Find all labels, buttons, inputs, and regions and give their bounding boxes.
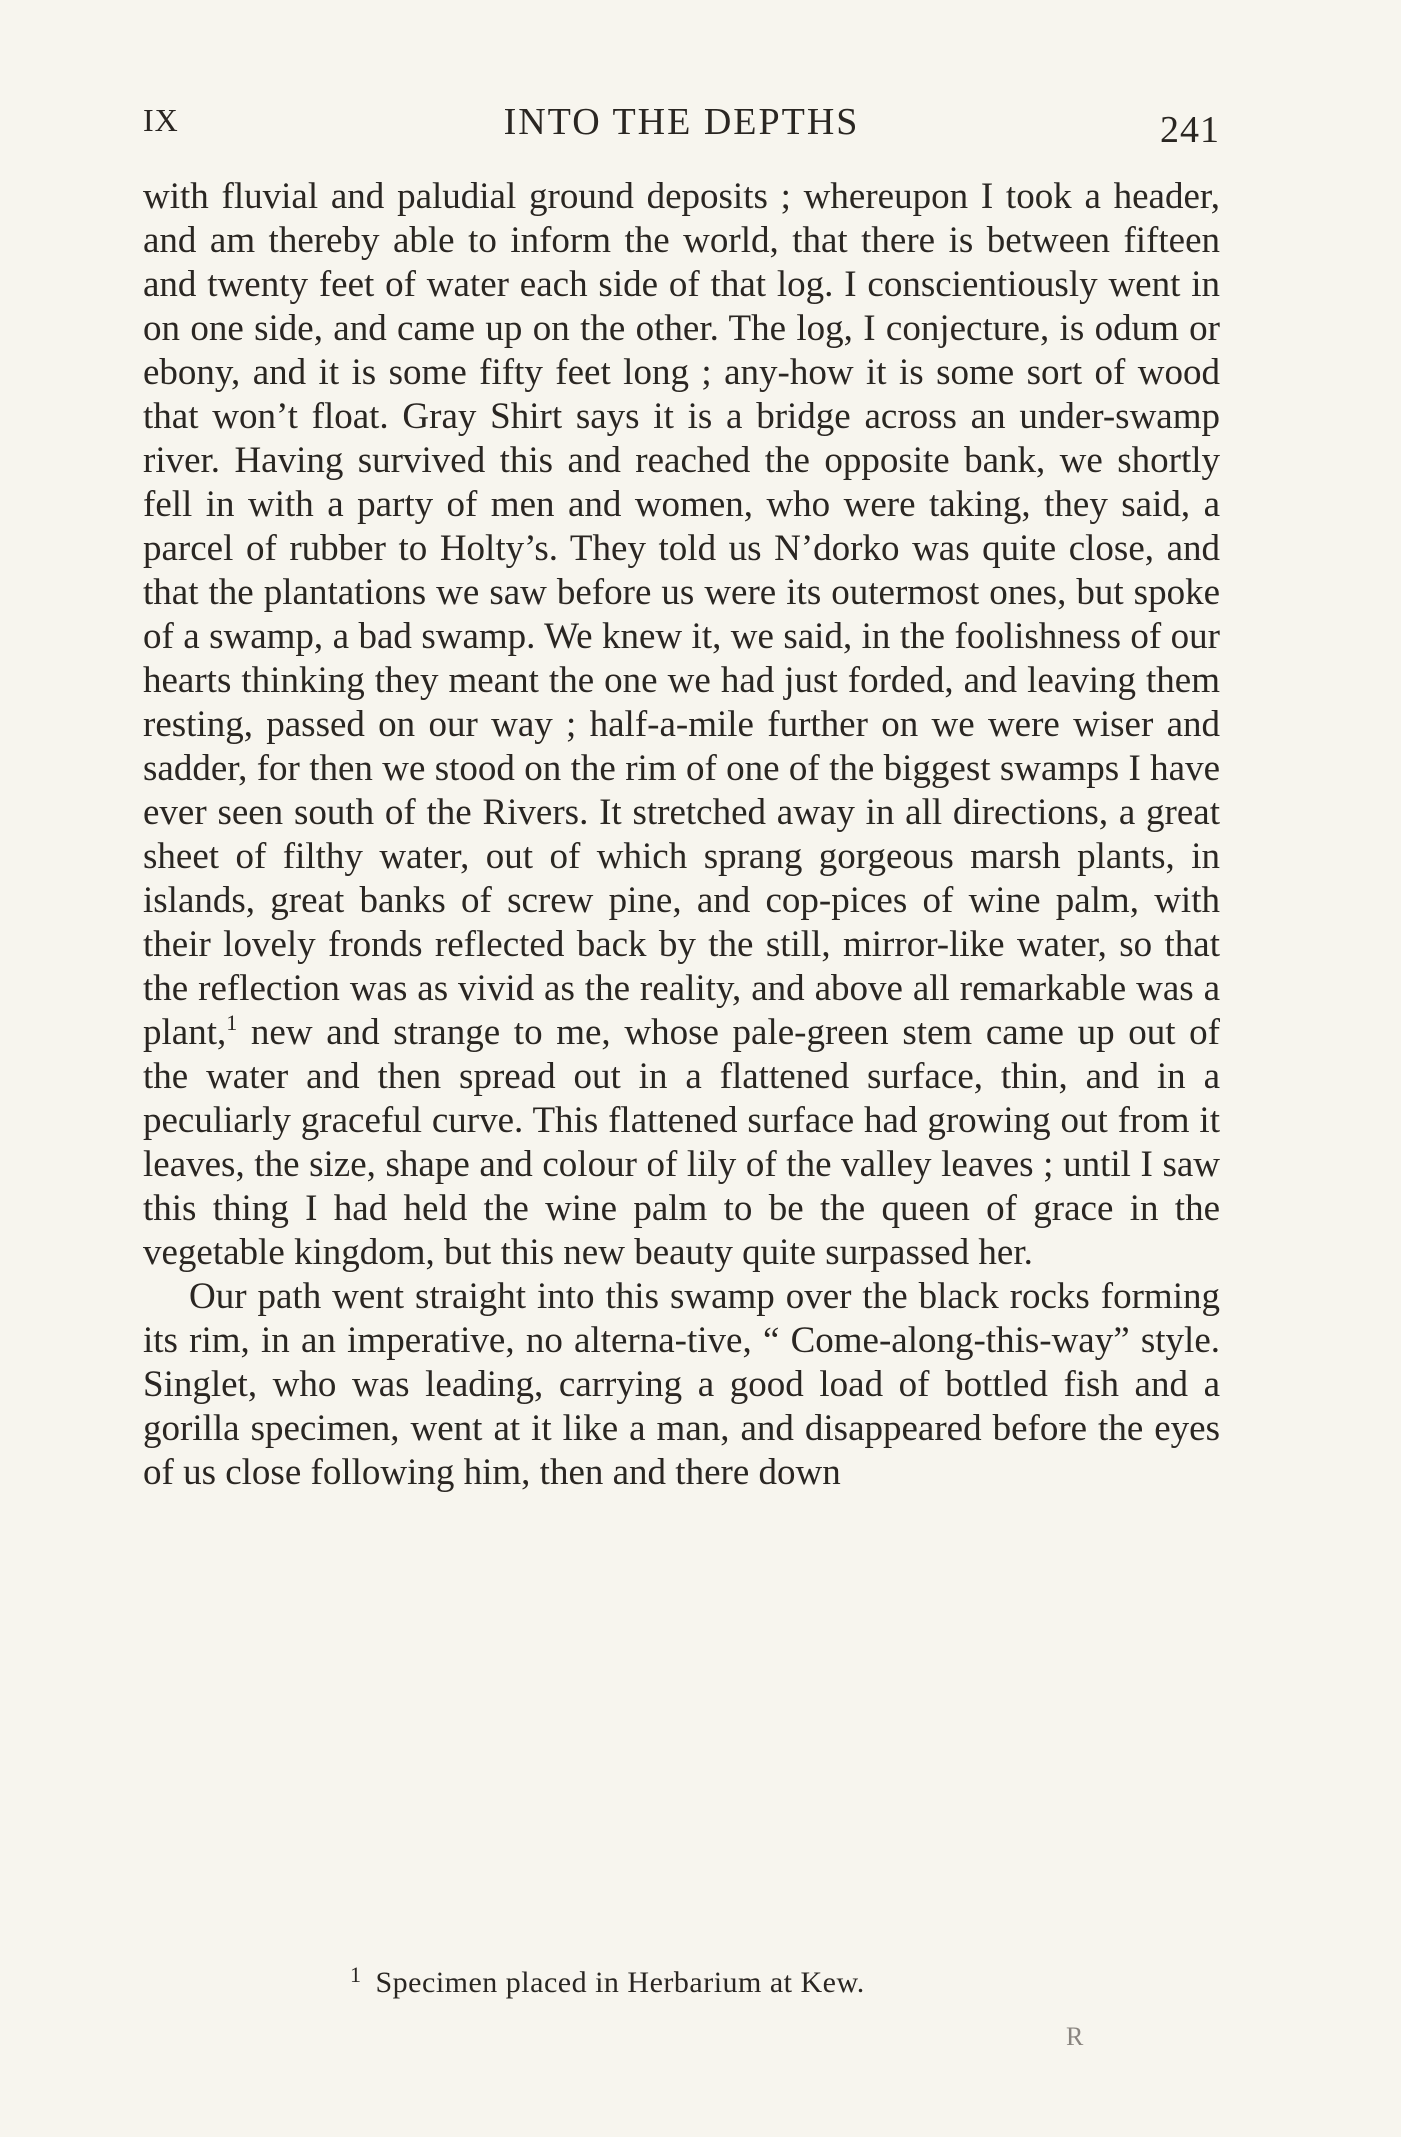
paragraph-text: with fluvial and paludial ground deposits ; whereupon I took a header, and am thereby able to inform the world, that there is between fifteen and twenty feet of water each side of that log. I conscientiously went in on one side, and came up on the other. The log, I conjecture, is odum or ebony, and it is some fifty feet long ; any-how it is some sort of wood that won’t float. Gray Shirt says it is a bridge across an under-swamp river. Having survived this and reached the opposite bank, we shortly fell in with a party of men and women, who were taking, they said, a parcel of rubber to Holty’s. They told us N’dorko was quite close, and that the plantations we saw before us were its outermost ones, but spoke of a swamp, a bad swamp. We knew it, we said, in the foolishness of our hearts thinking they meant the one we had just forded, and leaving them resting, passed on our way ; half-a-mile further on we were wiser and sadder, for then we stood on the rim of one of the biggest swamps I have ever seen south of the Rivers. It stretched away in all directions, a great sheet of filthy water, out of which sprang gorgeous marsh plants, in islands, great banks of screw pine, and cop-pices of wine palm, with their lovely fronds reflected back by the still, mirror-like water, so that the reflection was as vivid as the reality, and above all remarkable was a plant, (143, 176, 1220, 1053)
footnote-reference: 1 (226, 1010, 238, 1035)
running-head (143, 100, 1220, 150)
footnote-mark: 1 (350, 1962, 362, 1987)
body-text (143, 175, 1220, 1495)
chapter-number: IX (143, 102, 179, 138)
signature-mark: R (1066, 2022, 1084, 2051)
page-number: 241 (1160, 109, 1220, 151)
paragraph: Our path went straight into this swamp over the black rocks forming its rim, in an imperative, no alterna-tive, “ Come-along-this-way” style. Singlet, who was leading, carrying a good load of bottled fish and a gorilla specimen, went at it like a man, and disappeared before the eyes of us close following him, then and there down (143, 1276, 1220, 1493)
running-title: INTO THE DEPTHS (503, 101, 860, 143)
footnote-text: Specimen placed in Herbarium at Kew. (375, 1966, 865, 1999)
footnote (350, 1962, 865, 2000)
paragraph (143, 175, 1220, 1275)
paragraph-text: new and strange to me, whose pale-green stem came up out of the water and then spread out in a flattened surface, thin, and in a peculiarly graceful curve. This flattened surface had growing out from it leaves, the size, shape and colour of lily of the valley leaves ; until I saw this thing I had held the wine palm to be the queen of grace in the vegetable kingdom, but this new beauty quite surpassed her. (143, 1012, 1220, 1273)
